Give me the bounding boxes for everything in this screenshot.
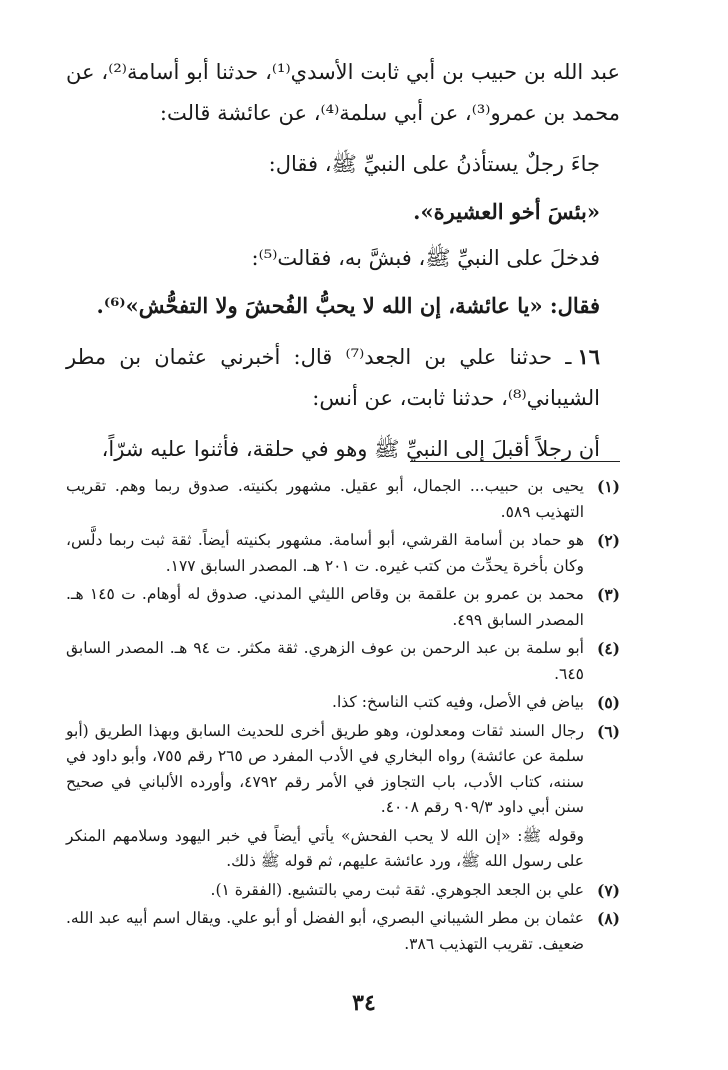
footnote-text: رجال السند ثقات ومعدلون، وهو طريق أخرى للحديث السابق وبهذا الطريق (أبو سلمة عن عائشة) رواه البخاري في الأدب المفرد ص ٢٦٥ رقم ٧٥٥، وأبو داود في سننه، كتاب الأدب، باب التجاوز في الأمر رقم ٤٧٩٢، وأورده الألباني في صحيح سنن أبي داود ٩٠٩/٣ رقم ٤٠٠٨. — [66, 721, 584, 816]
footnote-number: (١) — [596, 477, 620, 496]
footnote-number: (٧) — [596, 880, 620, 900]
footnote-text: يحيى بن حبيب... الجمال، أبو عقيل. مشهور بكنيته. صدوق ربما وهم. تقريب التهذيب ٥٨٩. — [66, 477, 584, 521]
footnote-number: (٤) — [596, 639, 620, 658]
hadith-quote: فقال: «يا عائشة، إن الله لا يحبُّ الفُحشَ ولا التفحُّش»⁽⁶⁾. — [96, 293, 600, 318]
footnote — [66, 528, 620, 579]
footnote-number: (٨) — [596, 909, 620, 928]
footnote — [66, 636, 620, 687]
hadith-paragraph: أن رجلاً أقبلَ إلى النبيِّ ﷺ وهو في حلقة، فأثنوا عليه شرّاً، — [101, 437, 600, 461]
hadith-16-paragraph — [66, 336, 620, 419]
footnote — [66, 690, 620, 716]
footnote — [66, 474, 620, 525]
hadith-quote: «بئسَ أخو العشيرة». — [413, 199, 600, 224]
footnote-text: بياض في الأصل، وفيه كتب الناسخ: كذا. — [332, 693, 584, 711]
hadith-paragraph: فدخلَ على النبيِّ ﷺ، فبشَّ به، فقالت⁽⁵⁾: — [251, 246, 600, 270]
footnote — [66, 719, 620, 821]
page-number: ٣٤ — [352, 990, 376, 1016]
footnote-divider — [410, 461, 620, 462]
footnote-number: (٥) — [596, 693, 620, 712]
main-text — [66, 52, 620, 470]
footnote-number: (٣) — [596, 585, 620, 604]
footnote-text: أبو سلمة بن عبد الرحمن بن عوف الزهري. ثقة مكثر. ت ٩٤ هـ. المصدر السابق ٦٤٥. — [66, 639, 584, 683]
isnad-paragraph: عبد الله بن حبيب بن أبي ثابت الأسدي⁽¹⁾، حدثنا أبو أسامة⁽²⁾، عن محمد بن عمرو⁽³⁾، عن أبي سلمة⁽⁴⁾، عن عائشة قالت: — [66, 60, 620, 125]
footnote — [66, 906, 620, 957]
footnotes — [66, 474, 620, 960]
footnote-text: محمد بن عمرو بن علقمة بن وقاص الليثي المدني. صدوق له أوهام. ت ١٤٥ هـ. المصدر السابق ٤٩٩. — [66, 585, 584, 629]
footnote-text: هو حماد بن أسامة القرشي، أبو أسامة. مشهور بكنيته أيضاً. ثقة ثبت ربما دلَّس، وكان بأخرة يحدِّث من كتب غيره. ت ٢٠١ هـ. المصدر السابق ١٧٧. — [66, 531, 584, 575]
hadith-number: ١٦ — [577, 344, 600, 369]
footnote-number: (٦) — [596, 721, 620, 741]
footnote-text: علي بن الجعد الجوهري. ثقة ثبت رمي بالتشيع. (الفقرة ١). — [210, 880, 584, 899]
footnote — [66, 878, 620, 904]
footnote-number: (٢) — [596, 531, 620, 550]
hadith-16-text: ـ حدثنا علي بن الجعد⁽⁷⁾ قال: أخبرني عثمان بن مطر الشيباني⁽⁸⁾، حدثنا ثابت، عن أنس: — [66, 345, 600, 410]
footnote-continuation: وقوله ﷺ: «إن الله لا يحب الفحش» يأتي أيضاً في خبر اليهود وسلامهم المنكر على رسول الله ﷺ، ورد عائشة عليهم، ثم قوله ﷺ ذلك. — [66, 826, 584, 870]
hadith-paragraph: جاءَ رجلٌ يستأذنُ على النبيِّ ﷺ، فقال: — [268, 152, 600, 176]
footnote-text: عثمان بن مطر الشيباني البصري، أبو الفضل أو أبو علي. ويقال اسم أبيه عبد الله. ضعيف. تقريب التهذيب ٣٨٦. — [66, 909, 584, 953]
footnote — [66, 582, 620, 633]
